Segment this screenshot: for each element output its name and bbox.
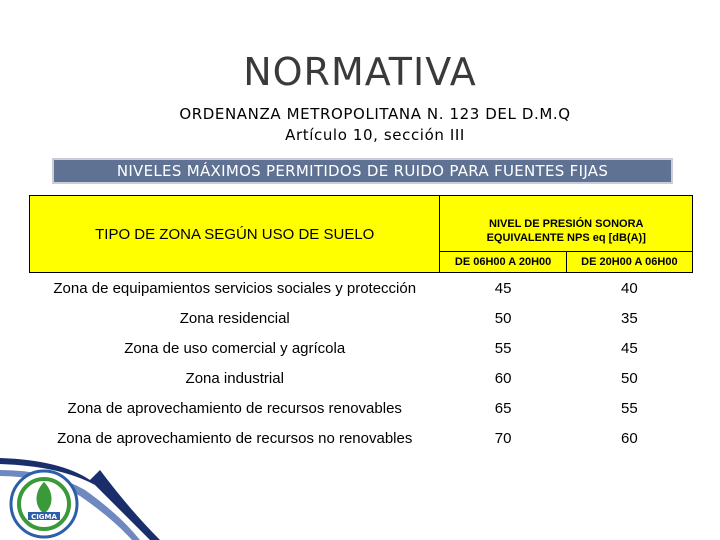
- day-value: 50: [494, 309, 512, 327]
- table-row: [30, 303, 693, 333]
- night-value: 40: [621, 279, 638, 297]
- noise-levels-table: [29, 195, 693, 453]
- table-row: [30, 363, 693, 393]
- zone-cell: Zona de equipamientos servicios sociales y protección: [53, 279, 417, 297]
- night-value: 35: [621, 309, 638, 327]
- night-value: 55: [621, 399, 638, 417]
- table-row: [30, 393, 693, 423]
- night-value: 60: [621, 429, 638, 447]
- table-row: [30, 423, 693, 453]
- header-zone-type: TIPO DE ZONA SEGÚN USO DE SUELO: [30, 196, 440, 273]
- header-day-range: DE 06H00 A 20H00: [440, 251, 566, 272]
- header-equivalent-nps: EQUIVALENTE NPS eq [dB(A)]: [440, 232, 693, 251]
- night-value: 50: [621, 369, 638, 387]
- zone-cell: Zona de uso comercial y agrícola: [124, 339, 346, 357]
- zone-cell: Zona de aprovechamiento de recursos no renovables: [57, 429, 413, 447]
- decorative-swoosh: [0, 440, 720, 540]
- article-subtitle: Artículo 10, sección III: [285, 126, 465, 144]
- header-night-range: DE 20H00 A 06H00: [566, 251, 692, 272]
- day-value: 55: [494, 339, 512, 357]
- ordinance-subtitle: ORDENANZA METROPOLITANA N. 123 DEL D.M.Q: [179, 105, 571, 123]
- day-value: 60: [494, 369, 512, 387]
- page-title: NORMATIVA: [243, 50, 477, 94]
- day-value: 45: [494, 279, 512, 297]
- zone-cell: Zona residencial: [179, 309, 290, 327]
- day-value: 65: [494, 399, 512, 417]
- table-row: [30, 333, 693, 363]
- zone-cell: Zona industrial: [185, 369, 284, 387]
- cigma-logo: [8, 462, 80, 540]
- section-banner: NIVELES MÁXIMOS PERMITIDOS DE RUIDO PARA FUENTES FIJAS: [52, 158, 673, 184]
- day-value: 70: [494, 429, 512, 447]
- header-sound-level: NIVEL DE PRESIÓN SONORA: [440, 196, 693, 233]
- svg-text:CIGMA: CIGMA: [31, 513, 57, 521]
- table-row: [30, 273, 693, 304]
- zone-cell: Zona de aprovechamiento de recursos renovables: [67, 399, 402, 417]
- night-value: 45: [621, 339, 638, 357]
